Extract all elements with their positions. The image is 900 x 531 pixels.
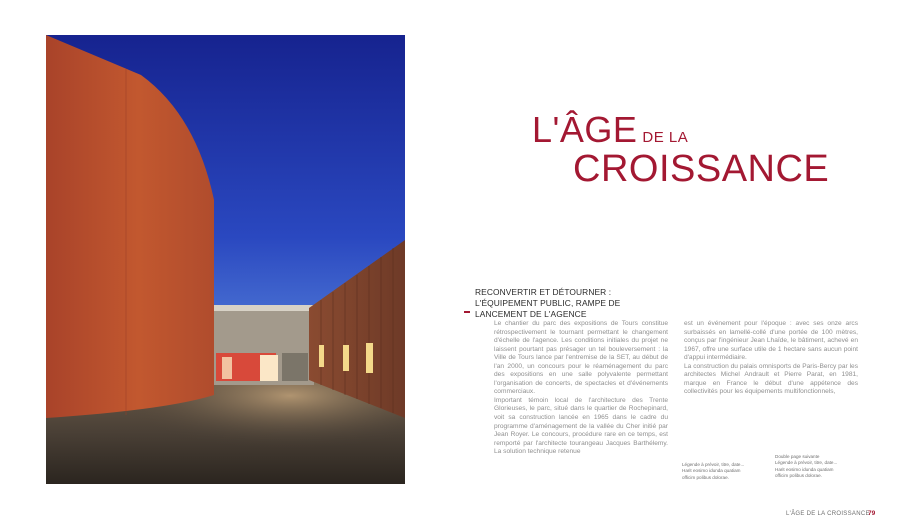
caption-line: Double page suivante xyxy=(775,454,820,459)
page-number: 79 xyxy=(868,510,876,517)
body-paragraph: Le chantier du parc des expositions de Tours constitue rétrospectivement le tournant permettant le changement d'échelle de l'agence. Les conditions initiales du projet ne laissent pourtant pas présager un tel bouleversement : la Ville de Tours lance par l'entremise de la SET, au début de l'an 2000, un concours pour le réaménagement du parc des expositions en une salle polyvalente permettant l'organisation de concerts, de spectacles et d'événements commerciaux. xyxy=(494,320,668,396)
title-word-croissance: CROISSANCE xyxy=(573,148,830,190)
title-word-age: L'ÂGE xyxy=(532,109,638,150)
chapter-title xyxy=(532,109,830,190)
caption-line: Harit eosimo idunda quatiam xyxy=(682,468,741,474)
caption-line: Légende à prévoir, titre, date... xyxy=(775,460,838,466)
title-line-1 xyxy=(532,109,829,150)
building-photo xyxy=(46,35,405,484)
section-accent-rule xyxy=(464,311,470,313)
body-paragraph: est un événement pour l'époque : avec ses onze arcs surbaissés en lamellé-collé d'une portée de 100 mètres, conçus par l'ingénieur Jean Lhaïde, le bâtiment, achevé en 1967, offre une surface utile de 1 hectare sans aucun point d'appui intermédiaire. xyxy=(684,320,858,362)
body-column-2 xyxy=(684,320,858,397)
body-paragraph: Important témoin local de l'architecture des Trente Glorieuses, le parc, situé dans le quartier de Rochepinard, voit sa construction lancée en 1965 dans le cadre du programme d'aménagement de la vallée du Cher initié par Jean Royer. Le concours, procédure rare en ce temps, est remporté par l'architecte tourangeau Jacques Barthélemy. La solution technique retenue xyxy=(494,396,668,456)
photo-caption xyxy=(682,462,764,481)
caption-line: officim polibus dolorae. xyxy=(775,473,822,479)
body-column-1 xyxy=(494,320,668,457)
caption-line: officim polibus dolorae. xyxy=(682,474,729,480)
next-page-caption xyxy=(775,454,857,480)
title-word-de-la: DE LA xyxy=(642,129,689,146)
caption-line: Légende à prévoir, titre, date... xyxy=(682,462,745,467)
running-title: L'ÂGE DE LA CROISSANCE xyxy=(786,511,870,517)
section-heading: RECONVERTIR ET DÉTOURNER : L'ÉQUIPEMENT PUBLIC, RAMPE DE LANCEMENT DE L'AGENCE xyxy=(475,287,621,319)
body-paragraph: La construction du palais omnisports de Paris-Bercy par les architectes Michel Andrault et Pierre Parat, en 1981, marque en France le début d'une appétence des collectivités pour les équipements multifonctionnels, xyxy=(684,362,858,396)
caption-line: Harit eosimo idunda quatiam xyxy=(775,466,834,472)
